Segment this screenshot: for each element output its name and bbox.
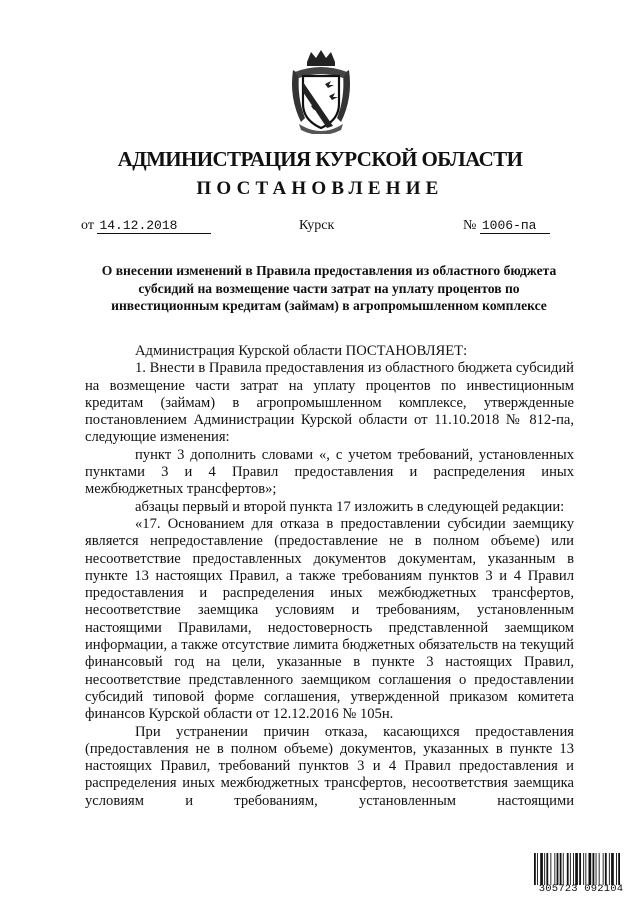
number-prefix: № [463,218,477,233]
body-paragraph: 1. Внести в Правила предоставления из областного бюджета субсидий на возмещение части затрат на уплату процентов по инвестиционным кредитам (займам) в агропромышленном комплексе, утвержденные постановлением Администрации Курской области от 11.10.2018 № 812-па, следующие изменения: [85,360,574,446]
document-city: Курск [299,218,335,233]
preamble: Администрация Курской области ПОСТАНОВЛЯЕТ: [135,343,468,359]
date-prefix: от [81,218,94,233]
body-paragraph: При устранении причин отказа, касающихся предоставления (предоставления не в полном объеме) документов, указанных в пункте 13 настоящих Правил, требований пунктов 3 и 4 Правил предоставления и распределения иных межбюджетных трансфертов, несоответствия заемщика условиям и требованиям, установленным настоящими [85,723,574,809]
body-paragraph: пункт 3 дополнить словами «, с учетом требований, установленных пунктами 3 и 4 Правил предоставления и распределения иных межбюджетных трансфертов»; [85,446,574,498]
barcode-number: 305723 092104 [538,883,624,895]
barcode-icon [534,853,628,885]
document-body [85,343,574,810]
organization-name: АДМИНИСТРАЦИЯ КУРСКОЙ ОБЛАСТИ [117,147,523,171]
document-type: ПОСТАНОВЛЕНИЕ [196,178,444,199]
document-number [463,218,550,234]
coat-of-arms-icon [285,48,357,134]
document-title: О внесении изменений в Правила предоставления из областного бюджета субсидий на возмещение части затрат на уплату процентов по инвестиционным кредитам (займам) в агропромышленном комплексе [101,263,557,313]
document-date [81,218,211,234]
body-paragraph: абзацы первый и второй пункта 17 изложить в следующей редакции: [135,498,565,515]
date-value: 14.12.2018 [97,218,211,234]
number-value: 1006-па [480,218,550,234]
body-paragraph: «17. Основанием для отказа в предоставлении субсидии заемщику является непредоставление (предоставление не в полном объеме) или несоответствие предоставленных документов документам, указанным в пункте 13 настоящих Правил, а также требованиям пунктов 3 и 4 Правил предоставления и распределения иных межбюджетных трансфертов, несоответствие заемщика условиям и требованиям, установленным настоящими Правилами, недостоверность представленной заемщиком информации, а также отсутствие лимита бюджетных обязательств на текущий финансовый год на цели, указанные в пункте 3 настоящих Правил, несоответствие представленного заемщиком соглашения о предоставлении субсидий типовой форме соглашения, утвержденной приказом комитета финансов Курской области от 12.12.2016 № 105н. [85,515,574,723]
